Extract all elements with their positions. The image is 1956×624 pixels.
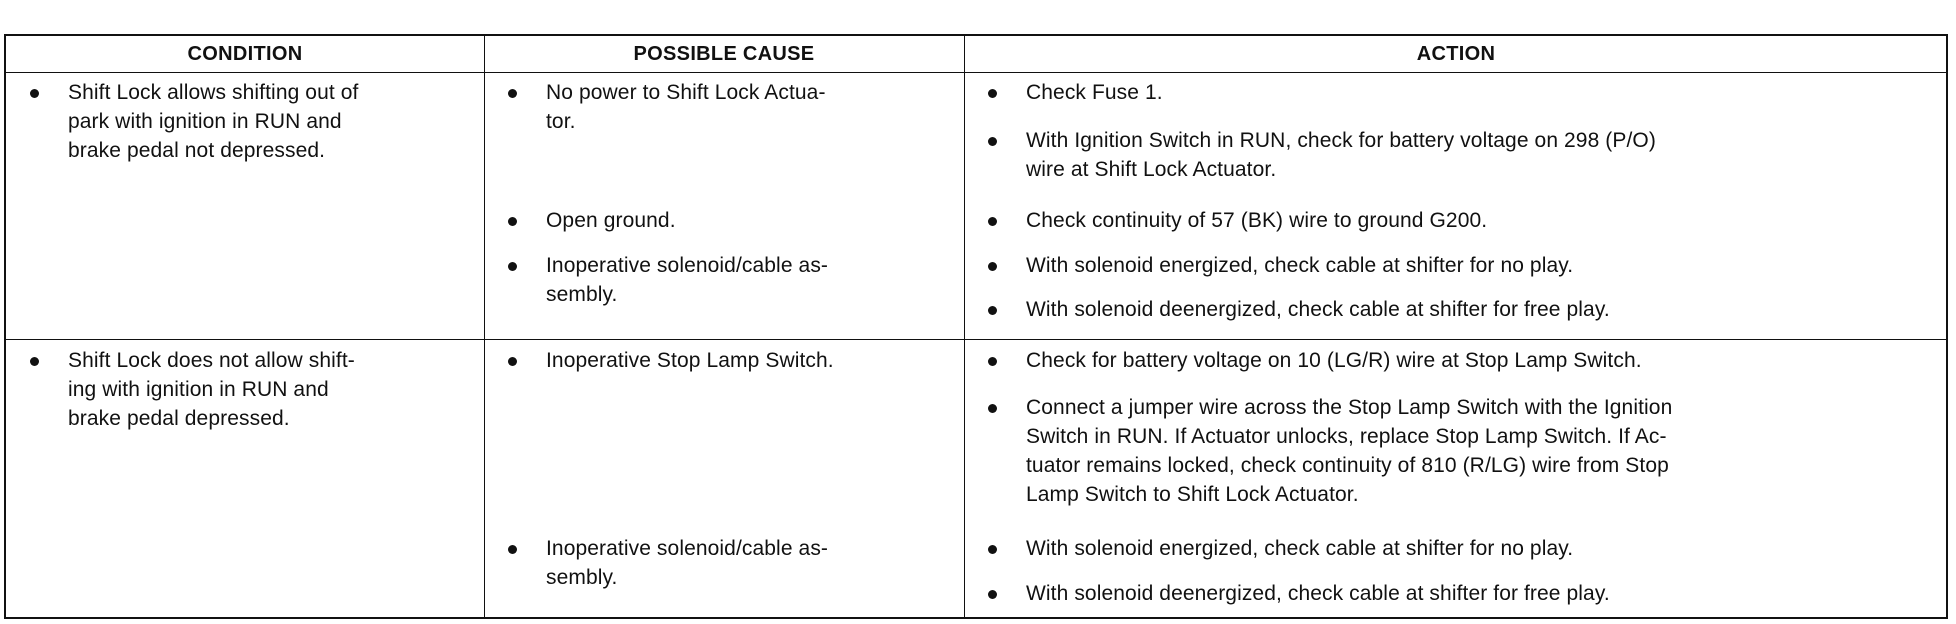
condition-item	[30, 78, 470, 165]
action-text: With solenoid deenergized, check cable at shifter for free play.	[1026, 298, 1610, 321]
condition-text: Shift Lock does not allow shift- ing with ignition in RUN and brake pedal depressed.	[68, 349, 355, 430]
bullet-icon	[988, 89, 997, 98]
bullet-icon	[508, 89, 517, 98]
bullet-icon	[30, 357, 39, 366]
cause-item	[508, 251, 948, 309]
action-text: Check for battery voltage on 10 (LG/R) wire at Stop Lamp Switch.	[1026, 349, 1642, 372]
cause-item	[508, 206, 948, 235]
bullet-icon	[988, 404, 997, 413]
bullet-icon	[988, 262, 997, 271]
column-divider	[484, 36, 485, 617]
diagnosis-table	[4, 34, 1948, 619]
action-item	[988, 206, 1938, 235]
bullet-icon	[508, 357, 517, 366]
action-item	[988, 579, 1938, 608]
action-item	[988, 251, 1938, 280]
bullet-icon	[988, 357, 997, 366]
cause-text: Inoperative Stop Lamp Switch.	[546, 349, 834, 372]
action-text: With solenoid deenergized, check cable at shifter for free play.	[1026, 582, 1610, 605]
bullet-icon	[508, 545, 517, 554]
bullet-icon	[988, 217, 997, 226]
action-text: With solenoid energized, check cable at shifter for no play.	[1026, 537, 1574, 560]
bullet-icon	[988, 590, 997, 599]
bullet-icon	[988, 545, 997, 554]
cause-text: Inoperative solenoid/cable as- sembly.	[546, 254, 829, 306]
cause-item	[508, 346, 948, 375]
cause-text: Open ground.	[546, 209, 676, 232]
header-divider	[6, 72, 1946, 73]
action-item	[988, 126, 1938, 184]
cause-item	[508, 78, 948, 136]
action-item	[988, 393, 1938, 509]
bullet-icon	[508, 262, 517, 271]
action-text: Check continuity of 57 (BK) wire to ground G200.	[1026, 209, 1488, 232]
condition-item	[30, 346, 470, 433]
action-text: With solenoid energized, check cable at shifter for no play.	[1026, 254, 1574, 277]
column-header-cause: POSSIBLE CAUSE	[633, 42, 815, 65]
bullet-icon	[988, 306, 997, 315]
row-divider	[6, 339, 1946, 340]
cause-text: Inoperative solenoid/cable as- sembly.	[546, 537, 829, 589]
action-item	[988, 295, 1938, 324]
column-divider	[964, 36, 965, 617]
action-item	[988, 78, 1938, 107]
column-header-action: ACTION	[1416, 42, 1496, 65]
action-item	[988, 534, 1938, 563]
bullet-icon	[988, 137, 997, 146]
cause-text: No power to Shift Lock Actua- tor.	[546, 81, 826, 133]
cause-item	[508, 534, 948, 592]
action-text: Connect a jumper wire across the Stop Lamp Switch with the Ignition Switch in RUN. If Actuator unlocks, replace Stop Lamp Switch. If Ac- tuator remains locked, check continuity of 810 (R/LG) wire from Stop Lamp Switch to Shift Lock Actuator.	[1026, 396, 1673, 506]
bullet-icon	[30, 89, 39, 98]
action-text: With Ignition Switch in RUN, check for battery voltage on 298 (P/O) wire at Shift Lock Actuator.	[1026, 129, 1656, 181]
column-header-condition: CONDITION	[187, 42, 303, 65]
condition-text: Shift Lock allows shifting out of park with ignition in RUN and brake pedal not depressed.	[68, 81, 359, 162]
action-item	[988, 346, 1938, 375]
action-text: Check Fuse 1.	[1026, 81, 1163, 104]
bullet-icon	[508, 217, 517, 226]
